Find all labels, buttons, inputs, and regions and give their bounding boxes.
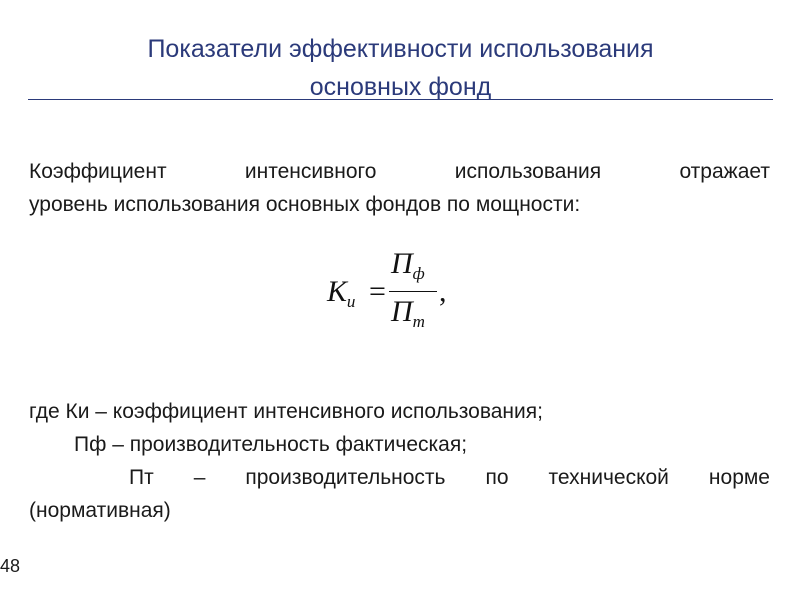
formula-comma: ,: [439, 275, 447, 308]
definition-ki: где Ки – коэффициент интенсивного использования;: [29, 400, 543, 423]
intro-paragraph-line-2: уровень использования основных фондов по мощности:: [29, 193, 581, 216]
formula-fraction-bar: [389, 291, 437, 292]
formula-equals: =: [369, 275, 386, 308]
formula-denominator: [391, 295, 425, 332]
formula-denominator-symbol: П: [391, 295, 413, 328]
definition-pt-continued: (нормативная): [29, 499, 171, 522]
formula: [327, 247, 477, 337]
title-line-1: Показатели эффективности использования: [147, 35, 654, 63]
definition-pf: Пф – производительность фактическая;: [74, 433, 468, 456]
formula-lhs: [327, 275, 355, 312]
formula-numerator: [391, 247, 425, 284]
formula-numerator-subscript: ф: [412, 264, 425, 283]
slide-number: 48: [0, 556, 21, 576]
formula-lhs-symbol: К: [327, 275, 347, 308]
title-underline: [28, 99, 773, 100]
formula-lhs-subscript: и: [346, 292, 356, 311]
intro-paragraph: [29, 155, 770, 221]
definitions: [29, 395, 770, 527]
formula-denominator-subscript: т: [412, 312, 425, 331]
definition-pt: Пт – производительность по технической норме: [129, 466, 770, 489]
intro-paragraph-line-1: Коэффициент интенсивного использования отражает: [29, 160, 770, 183]
formula-numerator-symbol: П: [391, 247, 413, 280]
slide-title: [28, 30, 773, 106]
title-line-2: основных фонд: [309, 73, 492, 101]
